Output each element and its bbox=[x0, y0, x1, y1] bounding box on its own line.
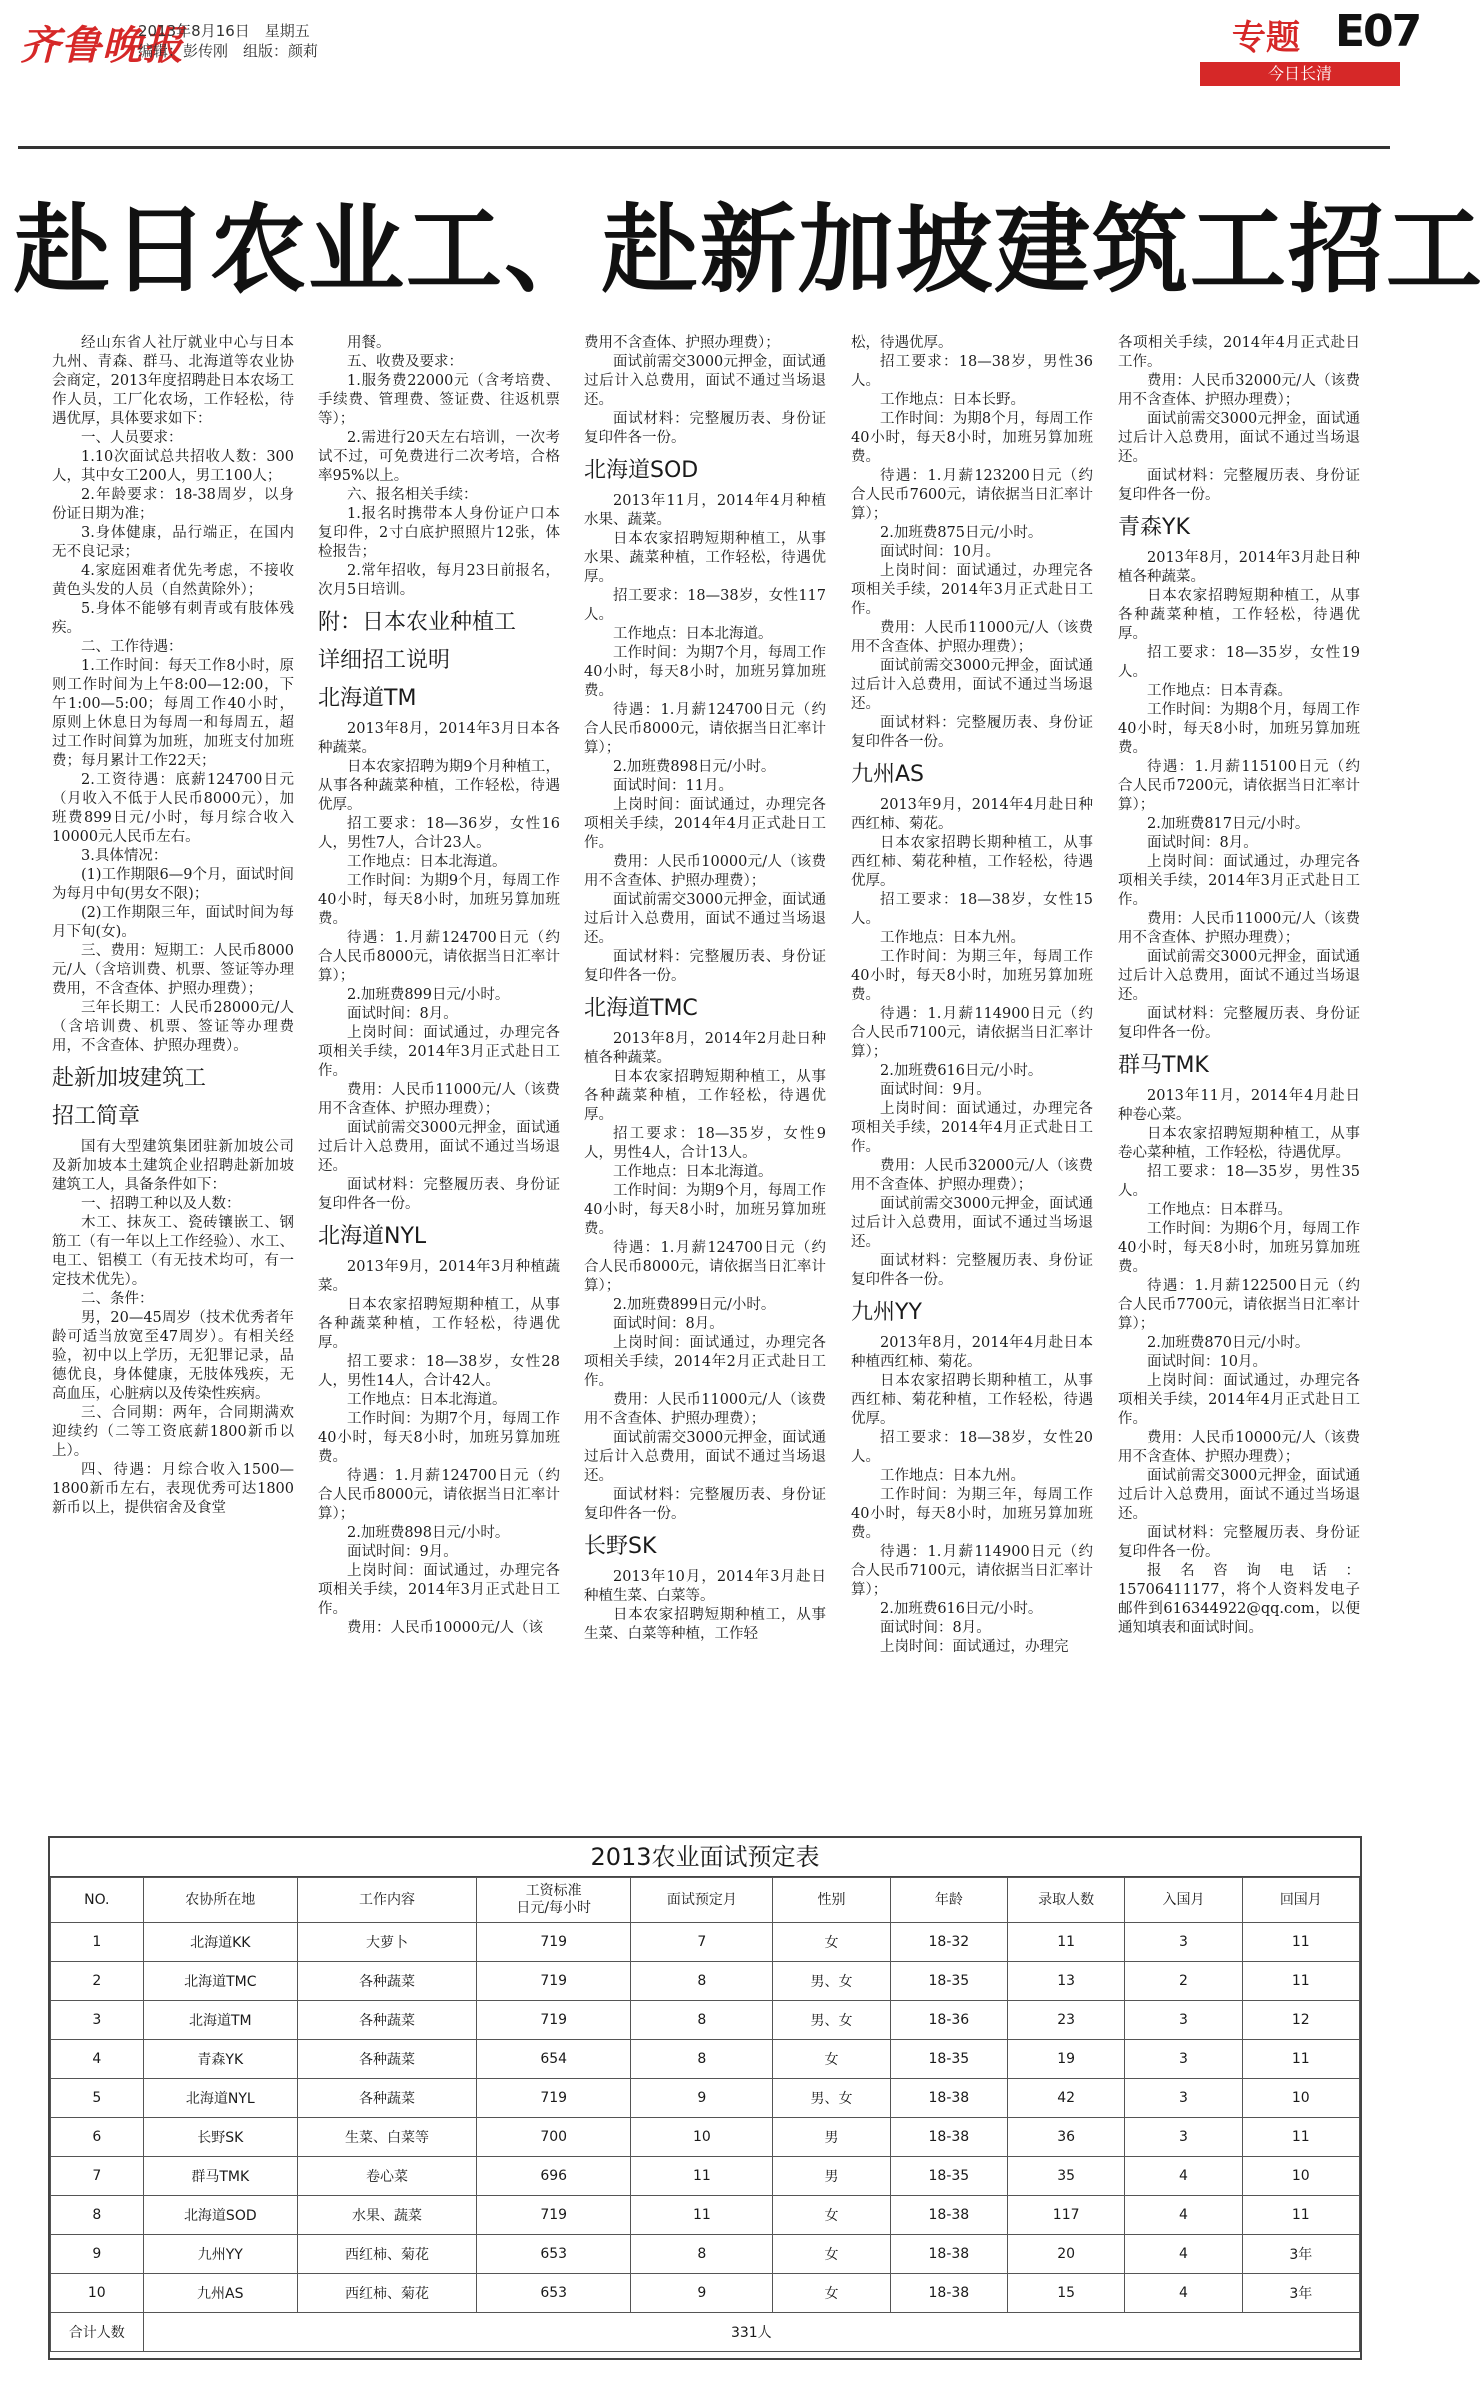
paragraph: 面试前需交3000元押金，面试通过后计入总费用，面试不通过当场退还。 bbox=[851, 658, 1093, 712]
paragraph: 1.10次面试总共招收人数：300人，其中女工200人，男工100人； bbox=[52, 449, 294, 484]
table-cell: 3 bbox=[1125, 1923, 1242, 1962]
paragraph: 上岗时间：面试通过，办理完各项相关手续，2014年4月正式赴日工作。 bbox=[1118, 1373, 1360, 1427]
table-cell: 北海道TMC bbox=[143, 1962, 297, 2001]
column-header: 面试预定月 bbox=[631, 1878, 773, 1923]
paragraph: 2.加班费875日元/小时。 bbox=[880, 525, 1043, 541]
paragraph: 经山东省人社厅就业中心与日本九州、青森、群马、北海道等农业协会商定，2013年度招聘赴日本农场工作人员，工厂化农场，工作轻松，待遇优厚，具体要求如下： bbox=[52, 335, 294, 427]
paragraph: 三年长期工：人民币28000元/人（含培训费、机票、签证等办理费用，不含查体、护照办理费）。 bbox=[52, 1000, 294, 1054]
paragraph: 招工要求：18—38岁，女性28人，男性14人，合计42人。 bbox=[318, 1354, 560, 1389]
paragraph: 待遇：1.月薪122500日元（约合人民币7700元，请依据当日汇率计算）； bbox=[1118, 1278, 1360, 1332]
table-cell: 西红柿、菊花 bbox=[297, 2274, 476, 2313]
paragraph: 2.常年招收，每月23日前报名，次月5日培训。 bbox=[318, 563, 560, 598]
paragraph: 面试材料：完整履历表、身份证复印件各一份。 bbox=[1118, 468, 1360, 503]
paragraph: 招工要求：18—38岁，女性117人。 bbox=[584, 588, 826, 623]
table-cell: 10 bbox=[1242, 2157, 1359, 2196]
table-cell: 3 bbox=[1125, 2040, 1242, 2079]
paragraph: 上岗时间：面试通过，办理完各项相关手续，2014年3月正式赴日工作。 bbox=[318, 1563, 560, 1617]
section-heading: 北海道TMC bbox=[584, 996, 698, 1021]
section-heading: 青森YK bbox=[1118, 515, 1190, 540]
paragraph: 费用：人民币11000元/人（该费用不含查体、护照办理费）； bbox=[318, 1082, 560, 1117]
table-cell: 女 bbox=[773, 1923, 890, 1962]
table-cell: 19 bbox=[1008, 2040, 1125, 2079]
paragraph: 用餐。 bbox=[347, 335, 391, 351]
table-cell: 北海道KK bbox=[143, 1923, 297, 1962]
table-cell: 男、女 bbox=[773, 1962, 890, 2001]
table-cell: 696 bbox=[477, 2157, 631, 2196]
paragraph: 日本农家招聘短期种植工，从事生菜、白菜等种植，工作轻 bbox=[584, 1607, 826, 1642]
paragraph: 上岗时间：面试通过，办理完各项相关手续，2014年3月正式赴日工作。 bbox=[318, 1025, 560, 1079]
section-heading: 群马TMK bbox=[1118, 1053, 1209, 1078]
paragraph: 待遇：1.月薪124700日元（约合人民币8000元，请依据当日汇率计算）； bbox=[584, 702, 826, 756]
paragraph: 1.服务费22000元（含考培费、手续费、管理费、签证费、往返机票等）； bbox=[318, 373, 560, 427]
paragraph: 面试前需交3000元押金，面试通过后计入总费用，面试不通过当场退还。 bbox=[584, 354, 826, 408]
section-heading: 长野SK bbox=[584, 1534, 657, 1559]
table-row bbox=[51, 1962, 1360, 2001]
paragraph: 日本农家招聘为期9个月种植工，从事各种蔬菜种植，工作轻松，待遇优厚。 bbox=[318, 759, 560, 813]
table-row bbox=[51, 2040, 1360, 2079]
column-badge: 今日长清 bbox=[1200, 62, 1400, 86]
paragraph: 面试前需交3000元押金，面试通过后计入总费用，面试不通过当场退还。 bbox=[1118, 949, 1360, 1003]
paragraph: 待遇：1.月薪114900日元（约合人民币7100元，请依据当日汇率计算）； bbox=[851, 1544, 1093, 1598]
table-cell: 11 bbox=[1242, 2118, 1359, 2157]
paragraph: 上岗时间：面试通过，办理完各项相关手续，2014年2月正式赴日工作。 bbox=[584, 1335, 826, 1389]
paragraph: 面试前需交3000元押金，面试通过后计入总费用，面试不通过当场退还。 bbox=[1118, 411, 1360, 465]
paragraph: 面试时间：8月。 bbox=[613, 1316, 724, 1332]
table-cell: 719 bbox=[477, 1923, 631, 1962]
paragraph: 面试材料：完整履历表、身份证复印件各一份。 bbox=[584, 1487, 826, 1522]
table-cell: 13 bbox=[1008, 1962, 1125, 2001]
table-cell: 长野SK bbox=[143, 2118, 297, 2157]
paragraph: 费用：人民币11000元/人（该费用不含查体、护照办理费）； bbox=[851, 620, 1093, 655]
paragraph: 2013年9月，2014年3月种植蔬菜。 bbox=[318, 1259, 560, 1294]
table-cell: 生菜、白菜等 bbox=[297, 2118, 476, 2157]
schedule-grid bbox=[50, 1877, 1360, 2352]
paragraph: 2013年8月，2014年3月日本各种蔬菜。 bbox=[318, 721, 560, 756]
article-column-4 bbox=[851, 334, 1093, 1804]
article-column-2 bbox=[318, 334, 560, 1804]
table-cell: 8 bbox=[631, 1962, 773, 2001]
table-cell: 2 bbox=[1125, 1962, 1242, 2001]
table-title: 2013农业面试预定表 bbox=[50, 1838, 1360, 1877]
paragraph: 松，待遇优厚。 bbox=[851, 335, 953, 351]
table-cell: 6 bbox=[51, 2118, 144, 2157]
paragraph: 3.具体情况： bbox=[81, 848, 168, 864]
table-row bbox=[51, 2196, 1360, 2235]
paragraph: 日本农家招聘短期种植工，从事各种蔬菜种植，工作轻松，待遇优厚。 bbox=[1118, 588, 1360, 642]
table-row bbox=[51, 1923, 1360, 1962]
paragraph: 日本农家招聘短期种植工，从事卷心菜种植，工作轻松，待遇优厚。 bbox=[1118, 1126, 1360, 1161]
table-cell: 群马TMK bbox=[143, 2157, 297, 2196]
paragraph: 日本农家招聘短期种植工，从事各种蔬菜种植，工作轻松，待遇优厚。 bbox=[584, 1069, 826, 1123]
page-header bbox=[0, 0, 1421, 95]
table-cell: 7 bbox=[51, 2157, 144, 2196]
paragraph: 面试前需交3000元押金，面试通过后计入总费用，面试不通过当场退还。 bbox=[584, 892, 826, 946]
table-cell: 23 bbox=[1008, 2001, 1125, 2040]
paragraph: 报名咨询电话：15706411177，将个人资料发电子邮件到616344922@qq.com，以便通知填表和面试时间。 bbox=[1118, 1563, 1360, 1636]
table-cell: 各种蔬菜 bbox=[297, 1962, 476, 2001]
table-cell: 8 bbox=[51, 2196, 144, 2235]
table-cell: 11 bbox=[631, 2196, 773, 2235]
table-cell: 九州YY bbox=[143, 2235, 297, 2274]
paragraph: 3.身体健康，品行端正，在国内无不良记录； bbox=[52, 525, 294, 560]
paragraph: 工作地点：日本长野。 bbox=[880, 392, 1025, 408]
table-cell: 18-32 bbox=[890, 1923, 1007, 1962]
paragraph: 2.加班费898日元/小时。 bbox=[347, 1525, 510, 1541]
table-cell: 北海道NYL bbox=[143, 2079, 297, 2118]
header-divider bbox=[18, 146, 1390, 149]
table-cell: 10 bbox=[1242, 2079, 1359, 2118]
table-cell: 3 bbox=[1125, 2001, 1242, 2040]
paragraph: 招工要求：18—35岁，男性35人。 bbox=[1118, 1164, 1360, 1199]
total-label: 合计人数 bbox=[51, 2313, 144, 2352]
table-cell: 青森YK bbox=[143, 2040, 297, 2079]
table-cell: 11 bbox=[1008, 1923, 1125, 1962]
paragraph: 费用：人民币10000元/人（该 bbox=[347, 1620, 544, 1636]
paragraph: 费用：人民币11000元/人（该费用不含查体、护照办理费）； bbox=[584, 1392, 826, 1427]
paragraph: 2.加班费817日元/小时。 bbox=[1147, 816, 1310, 832]
table-cell: 117 bbox=[1008, 2196, 1125, 2235]
paragraph: 工作地点：日本九州。 bbox=[880, 930, 1025, 946]
paragraph: 三、合同期：两年，合同期满欢迎续约（二等工资底薪1800新币以上）。 bbox=[52, 1405, 294, 1459]
paragraph: 工作时间：为期8个月，每周工作40小时，每天8小时，加班另算加班费。 bbox=[851, 411, 1093, 465]
paragraph: 工作时间：为期7个月，每周工作40小时，每天8小时，加班另算加班费。 bbox=[584, 645, 826, 699]
paragraph: 面试前需交3000元押金，面试通过后计入总费用，面试不通过当场退还。 bbox=[851, 1196, 1093, 1250]
paragraph: 2013年8月，2014年4月赴日本种植西红柿、菊花。 bbox=[851, 1335, 1093, 1370]
table-cell: 各种蔬菜 bbox=[297, 2079, 476, 2118]
paragraph: 工作地点：日本北海道。 bbox=[347, 1392, 507, 1408]
paragraph: 费用：人民币32000元/人（该费用不含查体、护照办理费）； bbox=[1118, 373, 1360, 408]
paragraph: 工作地点：日本群马。 bbox=[1147, 1202, 1292, 1218]
table-cell: 11 bbox=[1242, 2196, 1359, 2235]
section-heading: 详细招工说明 bbox=[318, 648, 451, 673]
table-cell: 653 bbox=[477, 2235, 631, 2274]
table-cell: 18-38 bbox=[890, 2235, 1007, 2274]
table-row bbox=[51, 2157, 1360, 2196]
paragraph: 面试材料：完整履历表、身份证复印件各一份。 bbox=[851, 715, 1093, 750]
paragraph: 面试前需交3000元押金，面试通过后计入总费用，面试不通过当场退还。 bbox=[1118, 1468, 1360, 1522]
table-cell: 18-38 bbox=[890, 2118, 1007, 2157]
column-header: 入国月 bbox=[1125, 1878, 1242, 1923]
paragraph: 工作时间：为期三年，每周工作40小时，每天8小时，加班另算加班费。 bbox=[851, 949, 1093, 1003]
paragraph: 日本农家招聘短期种植工，从事水果、蔬菜种植，工作轻松，待遇优厚。 bbox=[584, 531, 826, 585]
paragraph: 面试材料：完整履历表、身份证复印件各一份。 bbox=[584, 949, 826, 984]
table-cell: 北海道SOD bbox=[143, 2196, 297, 2235]
table-row bbox=[51, 2118, 1360, 2157]
table-cell: 5 bbox=[51, 2079, 144, 2118]
paragraph: 一、招聘工种以及人数： bbox=[81, 1196, 241, 1212]
table-cell: 36 bbox=[1008, 2118, 1125, 2157]
paragraph: 招工要求：18—36岁，女性16人，男性7人，合计23人。 bbox=[318, 816, 560, 851]
table-row bbox=[51, 2001, 1360, 2040]
paragraph: 面试时间：8月。 bbox=[347, 1006, 458, 1022]
article-column-3 bbox=[584, 334, 826, 1804]
column-header: 回国月 bbox=[1242, 1878, 1359, 1923]
paragraph: 日本农家招聘短期种植工，从事各种蔬菜种植，工作轻松，待遇优厚。 bbox=[318, 1297, 560, 1351]
table-total-row bbox=[51, 2313, 1360, 2352]
paragraph: 2.加班费616日元/小时。 bbox=[880, 1601, 1043, 1617]
paragraph: 工作时间：为期7个月，每周工作40小时，每天8小时，加班另算加班费。 bbox=[318, 1411, 560, 1465]
table-body bbox=[51, 1923, 1360, 2313]
paragraph: 招工要求：18—38岁，男性36人。 bbox=[851, 354, 1093, 389]
paragraph: 待遇：1.月薪124700日元（约合人民币8000元，请依据当日汇率计算）； bbox=[318, 930, 560, 984]
paragraph: 工作地点：日本北海道。 bbox=[613, 1164, 773, 1180]
paragraph: 上岗时间：面试通过，办理完各项相关手续，2014年3月正式赴日工作。 bbox=[1118, 854, 1360, 908]
table-cell: 3 bbox=[1125, 2118, 1242, 2157]
table-header-row bbox=[51, 1878, 1360, 1923]
table-row bbox=[51, 2235, 1360, 2274]
paragraph: 2.年龄要求：18-38周岁，以身份证日期为准； bbox=[52, 487, 294, 522]
page-number: E07 bbox=[1335, 6, 1421, 57]
paragraph: 2.加班费616日元/小时。 bbox=[880, 1063, 1043, 1079]
paragraph: 面试时间：10月。 bbox=[880, 544, 1000, 560]
table-cell: 4 bbox=[1125, 2235, 1242, 2274]
paragraph: 面试材料：完整履历表、身份证复印件各一份。 bbox=[1118, 1006, 1360, 1041]
table-cell: 男 bbox=[773, 2157, 890, 2196]
paragraph: 面试时间：9月。 bbox=[347, 1544, 458, 1560]
paragraph: 费用：人民币10000元/人（该费用不含查体、护照办理费）； bbox=[584, 854, 826, 889]
table-cell: 654 bbox=[477, 2040, 631, 2079]
issue-date: 2013年8月16日 星期五 bbox=[138, 22, 310, 40]
table-cell: 18-38 bbox=[890, 2196, 1007, 2235]
paragraph: 2.需进行20天左右培训，一次考试不过，可免费进行二次考培，合格率95%以上。 bbox=[318, 430, 560, 484]
table-cell: 11 bbox=[1242, 1923, 1359, 1962]
table-cell: 水果、蔬菜 bbox=[297, 2196, 476, 2235]
paragraph: 二、条件： bbox=[81, 1291, 154, 1307]
table-cell: 20 bbox=[1008, 2235, 1125, 2274]
masthead-logo: 齐鲁晚报 bbox=[20, 22, 184, 69]
paragraph: 工作地点：日本青森。 bbox=[1147, 683, 1292, 699]
table-cell: 男、女 bbox=[773, 2001, 890, 2040]
paragraph: 4.家庭困难者优先考虑，不接收黄色头发的人员（自然黄除外）； bbox=[52, 563, 294, 598]
paragraph: 5.身体不能够有刺青或有肢体残疾。 bbox=[52, 601, 294, 636]
paragraph: 上岗时间：面试通过，办理完各项相关手续，2014年4月正式赴日工作。 bbox=[851, 1101, 1093, 1155]
paragraph: 面试材料：完整履历表、身份证复印件各一份。 bbox=[318, 1177, 560, 1212]
section-heading: 附：日本农业种植工 bbox=[318, 610, 517, 635]
table-cell: 18-35 bbox=[890, 1962, 1007, 2001]
table-cell: 18-35 bbox=[890, 2040, 1007, 2079]
paragraph: 面试时间：9月。 bbox=[880, 1082, 991, 1098]
paragraph: 招工要求：18—38岁，女性15人。 bbox=[851, 892, 1093, 927]
paragraph: 日本农家招聘长期种植工，从事西红柿、菊花种植，工作轻松，待遇优厚。 bbox=[851, 1373, 1093, 1427]
table-cell: 8 bbox=[631, 2040, 773, 2079]
column-header: 录取人数 bbox=[1008, 1878, 1125, 1923]
paragraph: 费用：人民币11000元/人（该费用不含查体、护照办理费）； bbox=[1118, 911, 1360, 946]
section-label: 专题 bbox=[1232, 18, 1300, 58]
table-cell: 1 bbox=[51, 1923, 144, 1962]
table-cell: 男、女 bbox=[773, 2079, 890, 2118]
paragraph: 上岗时间：面试通过，办理完各项相关手续，2014年4月正式赴日工作。 bbox=[584, 797, 826, 851]
table-cell: 11 bbox=[1242, 1962, 1359, 2001]
table-cell: 9 bbox=[51, 2235, 144, 2274]
section-heading: 招工简章 bbox=[52, 1104, 141, 1129]
paragraph: 工作地点：日本九州。 bbox=[880, 1468, 1025, 1484]
table-row bbox=[51, 2079, 1360, 2118]
paragraph: 待遇：1.月薪115100日元（约合人民币7200元，请依据当日汇率计算）； bbox=[1118, 759, 1360, 813]
table-cell: 4 bbox=[51, 2040, 144, 2079]
editor-credit: 编辑：彭传刚 组版：颜莉 bbox=[138, 42, 319, 60]
column-header: 年龄 bbox=[890, 1878, 1007, 1923]
table-cell: 3 bbox=[1125, 2079, 1242, 2118]
headline: 赴日农业工、赴新加坡建筑工招工 bbox=[14, 194, 1484, 306]
table-cell: 女 bbox=[773, 2196, 890, 2235]
paragraph: 工作时间：为期6个月，每周工作40小时，每天8小时，加班另算加班费。 bbox=[1118, 1221, 1360, 1275]
paragraph: 待遇：1.月薪114900日元（约合人民币7100元，请依据当日汇率计算）； bbox=[851, 1006, 1093, 1060]
table-cell: 42 bbox=[1008, 2079, 1125, 2118]
paragraph: 面试时间：10月。 bbox=[1147, 1354, 1267, 1370]
table-cell: 男 bbox=[773, 2118, 890, 2157]
paragraph: 2.加班费870日元/小时。 bbox=[1147, 1335, 1310, 1351]
table-cell: 九州AS bbox=[143, 2274, 297, 2313]
table-cell: 3年 bbox=[1242, 2235, 1359, 2274]
paragraph: 男，20—45周岁（技术优秀者年龄可适当放宽至47周岁）。有相关经验，初中以上学历，无犯罪记录，品德优良，身体健康，无肢体残疾，无高血压，心脏病以及传染性疾病。 bbox=[52, 1310, 294, 1402]
paragraph: 2.工资待遇：底薪124700日元（月收入不低于人民币8000元），加班费899日元/小时，每月综合收入10000元人民币左右。 bbox=[52, 772, 294, 845]
paragraph: 2013年8月，2014年3月赴日种植各种蔬菜。 bbox=[1118, 550, 1360, 585]
table-cell: 35 bbox=[1008, 2157, 1125, 2196]
table-cell: 女 bbox=[773, 2235, 890, 2274]
paragraph: 面试材料：完整履历表、身份证复印件各一份。 bbox=[1118, 1525, 1360, 1560]
table-cell: 大萝卜 bbox=[297, 1923, 476, 1962]
article-column-1 bbox=[52, 334, 294, 1804]
column-header: 性别 bbox=[773, 1878, 890, 1923]
paragraph: 2.加班费899日元/小时。 bbox=[613, 1297, 776, 1313]
paragraph: 六、报名相关手续： bbox=[347, 487, 478, 503]
paragraph: 工作地点：日本北海道。 bbox=[613, 626, 773, 642]
table-cell: 各种蔬菜 bbox=[297, 2001, 476, 2040]
paragraph: 工作地点：日本北海道。 bbox=[347, 854, 507, 870]
paragraph: 上岗时间：面试通过，办理完 bbox=[880, 1639, 1069, 1655]
article-column-5 bbox=[1118, 334, 1360, 1804]
section-heading: 北海道TM bbox=[318, 686, 417, 711]
paragraph: 1.工作时间：每天工作8小时，原则工作时间为上午8:00—12:00，下午1:00—5:00；每周工作40小时，原则上休息日为每周一和每周五，超过工作时间算为加班，加班支付加班费；每月累计工作22天； bbox=[52, 658, 294, 769]
table-cell: 女 bbox=[773, 2274, 890, 2313]
table-cell: 15 bbox=[1008, 2274, 1125, 2313]
table-cell: 女 bbox=[773, 2040, 890, 2079]
paragraph: 一、人员要求： bbox=[81, 430, 183, 446]
table-cell: 18-35 bbox=[890, 2157, 1007, 2196]
table-cell: 4 bbox=[1125, 2196, 1242, 2235]
paragraph: 费用：人民币32000元/人（该费用不含查体、护照办理费）； bbox=[851, 1158, 1093, 1193]
table-cell: 11 bbox=[631, 2157, 773, 2196]
column-header: NO. bbox=[51, 1878, 144, 1923]
table-cell: 10 bbox=[631, 2118, 773, 2157]
paragraph: 国有大型建筑集团驻新加坡公司及新加坡本土建筑企业招聘赴新加坡建筑工人，具备条件如下： bbox=[52, 1139, 294, 1193]
paragraph: 2.加班费899日元/小时。 bbox=[347, 987, 510, 1003]
table-cell: 12 bbox=[1242, 2001, 1359, 2040]
total-value: 331人 bbox=[143, 2313, 1359, 2352]
paragraph: 面试材料：完整履历表、身份证复印件各一份。 bbox=[851, 1253, 1093, 1288]
paragraph: 二、工作待遇： bbox=[81, 639, 183, 655]
paragraph: 2.加班费898日元/小时。 bbox=[613, 759, 776, 775]
paragraph: 2013年11月，2014年4月种植水果、蔬菜。 bbox=[584, 493, 826, 528]
table-cell: 18-38 bbox=[890, 2079, 1007, 2118]
table-cell: 719 bbox=[477, 2001, 631, 2040]
interview-schedule-table bbox=[48, 1836, 1362, 2360]
table-cell: 18-38 bbox=[890, 2274, 1007, 2313]
paragraph: 四、待遇：月综合收入1500—1800新币左右，表现优秀可达1800新币以上，提供宿舍及食堂 bbox=[52, 1462, 294, 1516]
paragraph: 面试材料：完整履历表、身份证复印件各一份。 bbox=[584, 411, 826, 446]
table-cell: 3 bbox=[51, 2001, 144, 2040]
paragraph: 上岗时间：面试通过，办理完各项相关手续，2014年3月正式赴日工作。 bbox=[851, 563, 1093, 617]
paragraph: 木工、抹灰工、瓷砖镶嵌工、钢筋工（有一年以上工作经验）、水工、电工、铝模工（有无技术均可，有一定技术优先）。 bbox=[52, 1215, 294, 1288]
table-cell: 653 bbox=[477, 2274, 631, 2313]
paragraph: 待遇：1.月薪123200日元（约合人民币7600元，请依据当日汇率计算）； bbox=[851, 468, 1093, 522]
table-cell: 11 bbox=[1242, 2040, 1359, 2079]
table-cell: 卷心菜 bbox=[297, 2157, 476, 2196]
table-cell: 9 bbox=[631, 2274, 773, 2313]
table-cell: 各种蔬菜 bbox=[297, 2040, 476, 2079]
table-cell: 8 bbox=[631, 2235, 773, 2274]
paragraph: 五、收费及要求： bbox=[347, 354, 463, 370]
table-cell: 4 bbox=[1125, 2157, 1242, 2196]
paragraph: 面试前需交3000元押金，面试通过后计入总费用，面试不通过当场退还。 bbox=[318, 1120, 560, 1174]
table-cell: 8 bbox=[631, 2001, 773, 2040]
section-heading: 赴新加坡建筑工 bbox=[52, 1066, 207, 1091]
table-cell: 3年 bbox=[1242, 2274, 1359, 2313]
table-cell: 北海道TM bbox=[143, 2001, 297, 2040]
paragraph: 三、费用：短期工：人民币8000元/人（含培训费、机票、签证等办理费用，不含查体、护照办理费）； bbox=[52, 943, 294, 997]
table-cell: 719 bbox=[477, 2079, 631, 2118]
section-heading: 北海道NYL bbox=[318, 1224, 427, 1249]
table-cell: 9 bbox=[631, 2079, 773, 2118]
paragraph: 招工要求：18—35岁，女性9人，男性4人，合计13人。 bbox=[584, 1126, 826, 1161]
column-header: 农协所在地 bbox=[143, 1878, 297, 1923]
paragraph: 工作时间：为期9个月，每周工作40小时，每天8小时，加班另算加班费。 bbox=[318, 873, 560, 927]
section-heading: 九州YY bbox=[851, 1300, 922, 1325]
paragraph: 待遇：1.月薪124700日元（约合人民币8000元，请依据当日汇率计算）； bbox=[584, 1240, 826, 1294]
paragraph: 面试前需交3000元押金，面试通过后计入总费用，面试不通过当场退还。 bbox=[584, 1430, 826, 1484]
paragraph: 1.报名时携带本人身份证户口本复印件，2寸白底护照照片12张，体检报告； bbox=[318, 506, 560, 560]
paragraph: 招工要求：18—35岁，女性19人。 bbox=[1118, 645, 1360, 680]
table-cell: 18-36 bbox=[890, 2001, 1007, 2040]
paragraph: 2013年9月，2014年4月赴日种西红柿、菊花。 bbox=[851, 797, 1093, 832]
paragraph: 费用不含查体、护照办理费）； bbox=[584, 335, 780, 351]
paragraph: 2013年8月，2014年2月赴日种植各种蔬菜。 bbox=[584, 1031, 826, 1066]
paragraph: 面试时间：8月。 bbox=[880, 1620, 991, 1636]
table-cell: 西红柿、菊花 bbox=[297, 2235, 476, 2274]
paragraph: (1)工作期限6—9个月，面试时间为每月中旬(男女不限)； bbox=[52, 867, 294, 902]
paragraph: 面试时间：8月。 bbox=[1147, 835, 1258, 851]
section-heading: 北海道SOD bbox=[584, 458, 699, 483]
paragraph: 工作时间：为期9个月，每周工作40小时，每天8小时，加班另算加班费。 bbox=[584, 1183, 826, 1237]
table-cell: 2 bbox=[51, 1962, 144, 2001]
paragraph: 各项相关手续，2014年4月正式赴日工作。 bbox=[1118, 335, 1360, 370]
paragraph: 招工要求：18—38岁，女性20人。 bbox=[851, 1430, 1093, 1465]
paragraph: 日本农家招聘长期种植工，从事西红柿、菊花种植，工作轻松，待遇优厚。 bbox=[851, 835, 1093, 889]
table-row bbox=[51, 2274, 1360, 2313]
column-header: 工资标准 日元/每小时 bbox=[477, 1878, 631, 1923]
paragraph: 面试时间：11月。 bbox=[613, 778, 733, 794]
paragraph: 待遇：1.月薪124700日元（约合人民币8000元，请依据当日汇率计算）； bbox=[318, 1468, 560, 1522]
table-cell: 700 bbox=[477, 2118, 631, 2157]
paragraph: 2013年11月，2014年4月赴日种卷心菜。 bbox=[1118, 1088, 1360, 1123]
paragraph: 工作时间：为期三年，每周工作40小时，每天8小时，加班另算加班费。 bbox=[851, 1487, 1093, 1541]
table-cell: 4 bbox=[1125, 2274, 1242, 2313]
table-cell: 10 bbox=[51, 2274, 144, 2313]
section-heading: 九州AS bbox=[851, 762, 925, 787]
table-cell: 719 bbox=[477, 1962, 631, 2001]
paragraph: (2)工作期限三年，面试时间为每月下旬(女)。 bbox=[52, 905, 294, 940]
table-cell: 719 bbox=[477, 2196, 631, 2235]
paragraph: 工作时间：为期8个月，每周工作40小时，每天8小时，加班另算加班费。 bbox=[1118, 702, 1360, 756]
table-cell: 7 bbox=[631, 1923, 773, 1962]
paragraph: 费用：人民币10000元/人（该费用不含查体、护照办理费）； bbox=[1118, 1430, 1360, 1465]
paragraph: 2013年10月，2014年3月赴日种植生菜、白菜等。 bbox=[584, 1569, 826, 1604]
column-header: 工作内容 bbox=[297, 1878, 476, 1923]
